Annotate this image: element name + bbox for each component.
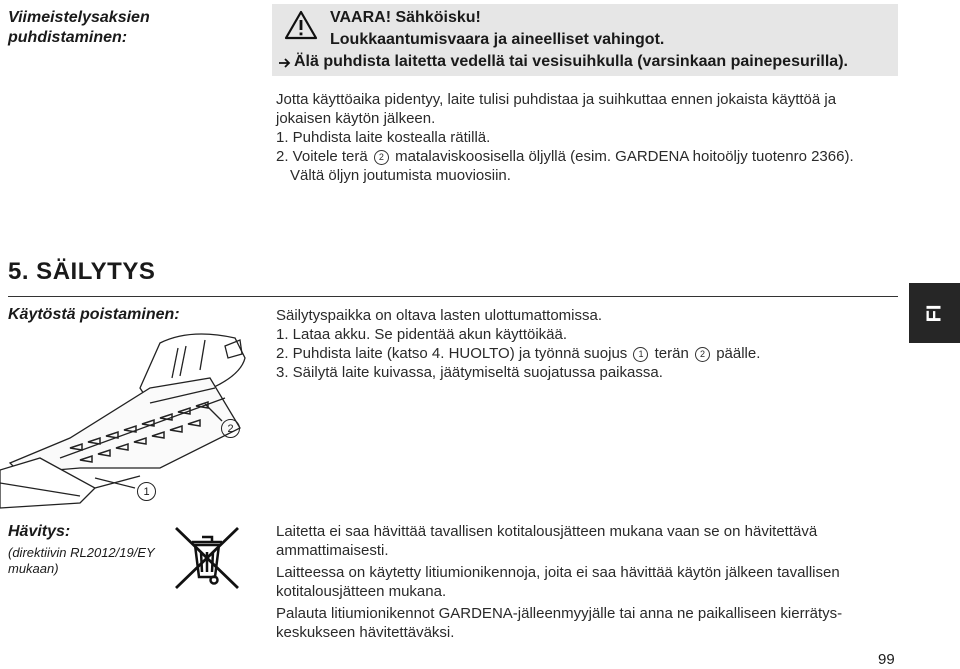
cleaning-heading-line1: Viimeistelysaksien [8,9,150,26]
blade-ref-2b: 2 [695,347,710,362]
language-tab-label: FI [923,304,945,322]
arrow-right-icon [278,57,292,69]
cleaning-step-2-post: matalaviskoosisella öljyllä (esim. GARDENA hoitoöljy tuotenro 2366). [395,148,854,165]
cleaning-step-2 [276,147,896,166]
disposal-text [276,522,896,642]
disposal-p2-line1: Laitteessa on käytetty litiumionikennoja, joita ei saa hävittää käytön jälkeen tavallisen [276,564,840,581]
warning-box [272,4,898,76]
cleaning-text [276,90,896,185]
disposal-p2-line2: kotitalousjätteen mukana. [276,583,447,600]
section-divider [8,296,898,297]
cleaning-heading-line2: puhdistaminen: [8,29,128,46]
warning-triangle-icon [284,10,318,40]
disposal-note-line2: mukaan) [8,561,59,576]
cover-ref-1: 1 [633,347,648,362]
storage-step-1: 1. Lataa akku. Se pidentää akun käyttöikää. [276,326,568,343]
storage-subheading: Käytöstä poistaminen: [8,306,180,323]
cleaning-step-2-pre: 2. Voitele terä [276,148,368,165]
cleaning-para-line1: Jotta käyttöaika pidentyy, laite tulisi puhdistaa ja suihkuttaa ennen jokaista käyttöä ja [276,91,837,108]
disposal-p1-line1: Laitetta ei saa hävittää tavallisen kotitalousjätteen mukana vaan se on hävitettävä [276,523,818,540]
crossed-out-wheelie-bin-icon [172,524,242,592]
storage-step-2 [276,344,896,363]
disposal-p3-line1: Palauta litiumionikennot GARDENA-jälleenmyyjälle tai anna ne paikalliseen kierrätys- [276,605,843,622]
warning-subtitle: Loukkaantumisvaara ja aineelliset vahingot. [330,31,665,48]
disposal-heading: Hävitys: [8,523,71,540]
disposal-p3-line2: keskukseen hävitettäväksi. [276,624,455,641]
shear-blade-illustration [0,318,270,518]
storage-step-2-pre: 2. Puhdista laite (katso 4. HUOLTO) ja työnnä suojus [276,345,628,362]
disposal-p1-line2: ammattimaisesti. [276,542,389,559]
callout-cover-1: 1 [137,482,156,501]
storage-step-3: 3. Säilytä laite kuivassa, jäätymiseltä suojatussa paikassa. [276,364,663,381]
section-title-storage: 5. SÄILYTYS [8,258,156,285]
blade-ref-2: 2 [374,150,389,165]
cleaning-step-1: 1. Puhdista laite kostealla rätillä. [276,129,491,146]
callout-blade-2: 2 [221,419,240,438]
disposal-note-line1: (direktiivin RL2012/19/EY [8,545,155,560]
disposal-heading-block [8,522,155,577]
storage-step-2-post: päälle. [716,345,761,362]
cleaning-para-line2: jokaisen käytön jälkeen. [276,110,436,127]
storage-text [276,306,896,382]
storage-step-2-mid: terän [654,345,689,362]
page-number: 99 [878,651,895,668]
language-tab [909,283,960,343]
storage-intro: Säilytyspaikka on oltava lasten ulottumattomissa. [276,307,602,324]
cleaning-heading [8,8,150,48]
warning-instruction: Älä puhdista laitetta vedellä tai vesisuihkulla (varsinkaan painepesurilla). [294,53,848,70]
warning-title: VAARA! Sähköisku! [330,9,481,26]
cleaning-step-2-line2: Vältä öljyn joutumista muoviosiin. [290,167,511,184]
